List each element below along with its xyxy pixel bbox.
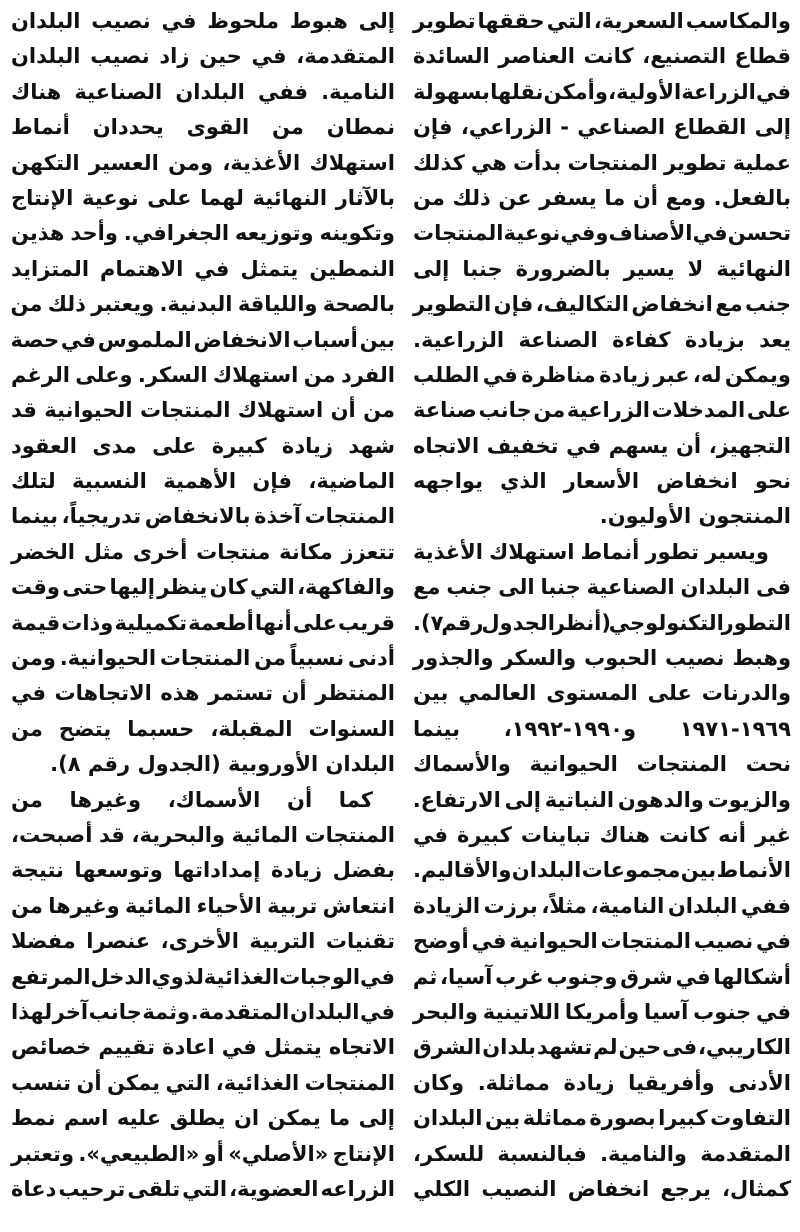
text-line: الإنتاج «الأصلي» أو «الطبيعي». وتعتبر [11, 1141, 395, 1166]
text-line: ويسير تطور أنماط استهلاك الأغذية [413, 539, 769, 564]
text-line: أشكالها في شرق وجنوب غرب آسيا، ثم [412, 964, 791, 989]
text-line: انتعاش تربية الأحياء المائية وغيرها من [11, 893, 395, 918]
text-line: أدنى نسبياً من المنتجات الحيوانية. ومن [10, 646, 395, 671]
text-line: الاتجاه يتمثل في اعادة تقييم خصائص [11, 1035, 395, 1060]
text-line: الأنماط بين مجموعات البلدان والأقاليم. [413, 858, 791, 883]
right-text-column [413, 4, 791, 1207]
text-line: تتعزز مكانة منتجات أخرى مثل الخضر [11, 539, 395, 564]
text-line: في نصيب المنتجات الحيوانية في أوضح [413, 929, 791, 954]
text-line: قطاع التصنيع، كانت العناصر السائدة [413, 44, 791, 69]
text-line: التجهيز، أن يسهم في تخفيف الاتجاه [413, 433, 791, 458]
text-line: الماضية، فإن الأهمية النسبية لتلك [11, 469, 395, 494]
text-line: تحسن في الأصناف وفي نوعية المنتجات [413, 221, 791, 246]
text-line: المنتظر أن تستمر هذه الاتجاهات في [11, 681, 395, 706]
text-line: نحت المنتجات الحيوانية والأسماك [413, 752, 791, 777]
text-line: قريب على أنها أطعمة تكميلية وذات قيمة [11, 610, 395, 635]
text-line: المتقدمة والنامية. فبالنسبة للسكر، [413, 1141, 791, 1166]
text-line: عملية تطوير المنتجات بدأت هي كذلك [413, 150, 791, 175]
text-line: على المدخلات الزراعية من جانب صناعة [413, 398, 791, 423]
text-line: في الزراعة الأولية، وأمكن نقلها بسهولة [413, 79, 791, 104]
text-line: في البلدان المتقدمة. وثمة جانب آخر لهذا [11, 999, 395, 1024]
text-line: والزيوت والدهون النباتية إلى الارتفاع. [412, 787, 791, 812]
text-line: فى البلدان الصناعية جنبا الى جنب مع [413, 575, 791, 600]
left-text-column [11, 4, 395, 1207]
text-line: التفاوت كبيرا بصورة مماثلة بين البلدان [413, 1106, 791, 1131]
text-line: المنتجون الأوليون. [599, 504, 791, 529]
text-line: تقنيات التربية الأخرى، عنصرا مفضلا [11, 929, 395, 954]
text-line: المنتجات الغذائية، التي يمكن أن تنسب [11, 1070, 395, 1095]
text-line: الزراعه العضوية، التي تلقى ترحيب دعاة [11, 1176, 395, 1201]
text-line: في الوجبات الغذائية لذوي الدخل المرتفع [11, 964, 395, 989]
text-line: التطور التكنولوجي (أنظر الجدول رقم ٧). [413, 610, 791, 635]
text-line: ففي البلدان النامية، مثلاً، برزت الزيادة [413, 893, 791, 918]
text-line: النهائية لا يسير بالضرورة جنبا إلى [413, 256, 791, 281]
text-line: نمطان من القوى يحددان أنماط [11, 115, 395, 140]
text-line: النمطين يتمثل في الاهتمام المتزايد [11, 256, 395, 281]
text-line: ١٩٦٩-١٩٧١ و١٩٩٠-١٩٩٢، بينما [413, 716, 791, 741]
text-line: والفاكهة، التي كان ينظر إليها حتى وقت [10, 575, 395, 600]
text-line: بين أسباب الانخفاض الملموس في حصة [10, 327, 395, 352]
text-line: كمثال، يرجع انخفاض النصيب الكلي [413, 1176, 791, 1201]
text-line: إلى هبوط ملحوظ في نصيب البلدان [11, 9, 395, 33]
text-line: من أن استهلاك المنتجات الحيوانية قد [11, 398, 395, 423]
text-line: وتكوينه وتوزيعه الجغرافي. وأحد هذين [11, 221, 395, 246]
text-line: الكاريبي، فى حين لم تشهد بلدان الشرق [413, 1035, 791, 1060]
text-line: إلى ما يمكن ان يطلق عليه اسم نمط [11, 1106, 395, 1131]
text-line: ويمكن له، عبر زيادة مناظرة في الطلب [413, 362, 791, 387]
text-line: البلدان الأوروبية (الجدول رقم ٨). [50, 752, 395, 777]
text-line: نحو انخفاض الأسعار الذي يواجهه [413, 469, 791, 494]
text-line: بالآثار النهائية لهما على نوعية الإنتاج [11, 185, 395, 210]
text-line: الفرد من استهلاك السكر. وعلى الرغم [11, 362, 395, 387]
text-line: بالفعل. ومع أن ما يسفر عن ذلك من [413, 185, 791, 210]
text-line: السنوات المقبلة، حسبما يتضح من [11, 716, 395, 741]
text-line: كما أن الأسماك، وغيرها من [11, 787, 373, 812]
text-line: شهد زيادة كبيرة على مدى العقود [11, 433, 395, 458]
text-line: يعد بزيادة كفاءة الصناعة الزراعية. [413, 327, 791, 352]
text-line: والدرنات على المستوى العالمي بين [413, 681, 791, 706]
text-line: بفضل زيادة إمداداتها وتوسعها نتيجة [11, 858, 395, 883]
text-line: المتقدمة، في حين زاد نصيب البلدان [11, 44, 395, 69]
text-line: وهبط نصيب الحبوب والسكر والجذور [413, 646, 791, 671]
text-line: المنتجات آخذة بالانخفاض تدريجياً، بينما [11, 504, 395, 529]
text-line: والمكاسب السعرية، التي حققها تطوير [413, 9, 791, 33]
text-line: في جنوب آسيا وأمريكا اللاتينية والبحر [413, 999, 791, 1024]
text-line: الأدنى وأفريقيا زيادة مماثلة. وكان [413, 1070, 791, 1095]
text-line: بالصحة واللياقة البدنية. ويعتبر ذلك من [10, 292, 395, 317]
text-line: جنب مع انخفاض التكاليف، فإن التطوير [413, 292, 791, 317]
text-line: النامية. ففي البلدان الصناعية هناك [11, 79, 395, 104]
text-line: إلى القطاع الصناعي - الزراعي، فإن [413, 115, 791, 140]
text-line: المنتجات المائية والبحرية، قد أصبحت، [11, 822, 395, 847]
text-line: استهلاك الأغذية، ومن العسير التكهن [11, 150, 395, 175]
text-line: غير أنه كانت هناك تباينات كبيرة في [413, 822, 791, 847]
